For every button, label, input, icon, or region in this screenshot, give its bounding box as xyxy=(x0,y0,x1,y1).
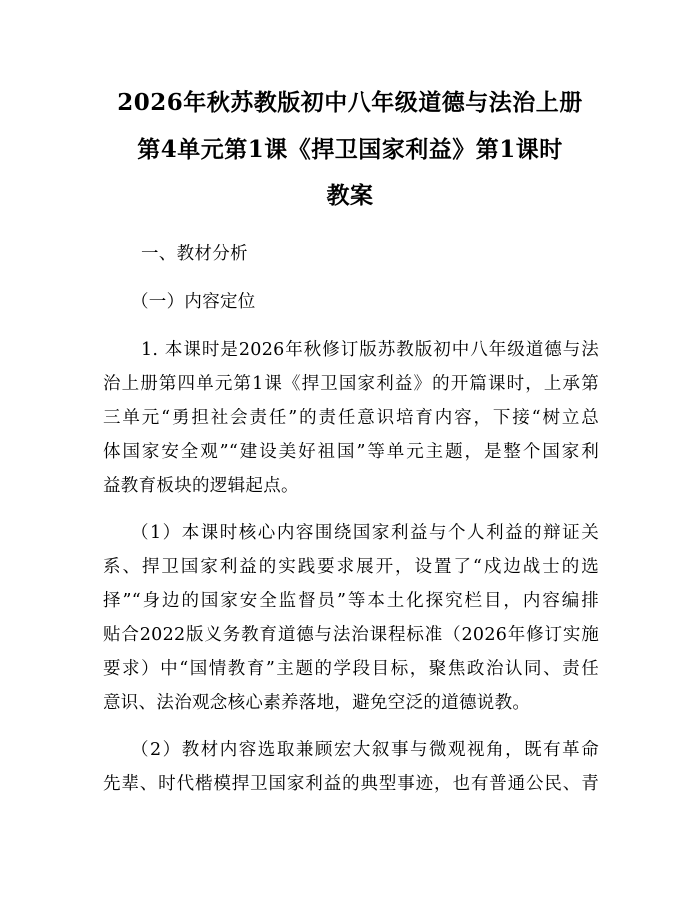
paragraph-1-line-3: 三单元“勇担社会责任”的责任意识培育内容，下接“树立总 xyxy=(103,408,599,428)
paragraph-1-line-5: 益教育板块的逻辑起点。 xyxy=(103,476,299,496)
paragraph-1-line-2: 治上册第四单元第1课《捍卫国家利益》的开篇课时，上承第 xyxy=(103,374,599,394)
section-heading: 一、教材分析 xyxy=(141,244,248,264)
paragraph-1-line-1: 1. 本课时是2026年秋修订版苏教版初中八年级道德与法 xyxy=(141,340,599,360)
document-title-line-1: 2026年秋苏教版初中八年级道德与法治上册 xyxy=(117,89,583,116)
document-title-line-2: 第4单元第1课《捍卫国家利益》第1课时 xyxy=(137,136,563,163)
paragraph-3-line-1: （2）教材内容选取兼顾宏大叙事与微观视角，既有革命 xyxy=(131,740,599,760)
paragraph-1-line-4: 体国家安全观”“建设美好祖国”等单元主题，是整个国家利 xyxy=(103,442,599,462)
paragraph-2-line-6: 意识、法治观念核心素养落地，避免空泛的道德说教。 xyxy=(103,693,531,713)
paragraph-2-line-4: 贴合2022版义务教育道德与法治课程标准（2026年修订实施 xyxy=(103,625,599,645)
paragraph-3-line-2: 先辈、时代楷模捍卫国家利益的典型事迹，也有普通公民、青 xyxy=(103,774,599,794)
paragraph-2-line-2: 系、捍卫国家利益的实践要求展开，设置了“戍边战士的选 xyxy=(103,557,599,577)
document-title-line-3: 教案 xyxy=(326,182,374,209)
subsection-heading: （一）内容定位 xyxy=(131,292,256,312)
paragraph-2-line-3: 择”“身边的国家安全监督员”等本土化探究栏目，内容编排 xyxy=(103,591,599,611)
paragraph-2-line-5: 要求）中“国情教育”主题的学段目标，聚焦政治认同、责任 xyxy=(103,659,599,679)
paragraph-2-line-1: （1）本课时核心内容围绕国家利益与个人利益的辩证关 xyxy=(131,523,599,543)
